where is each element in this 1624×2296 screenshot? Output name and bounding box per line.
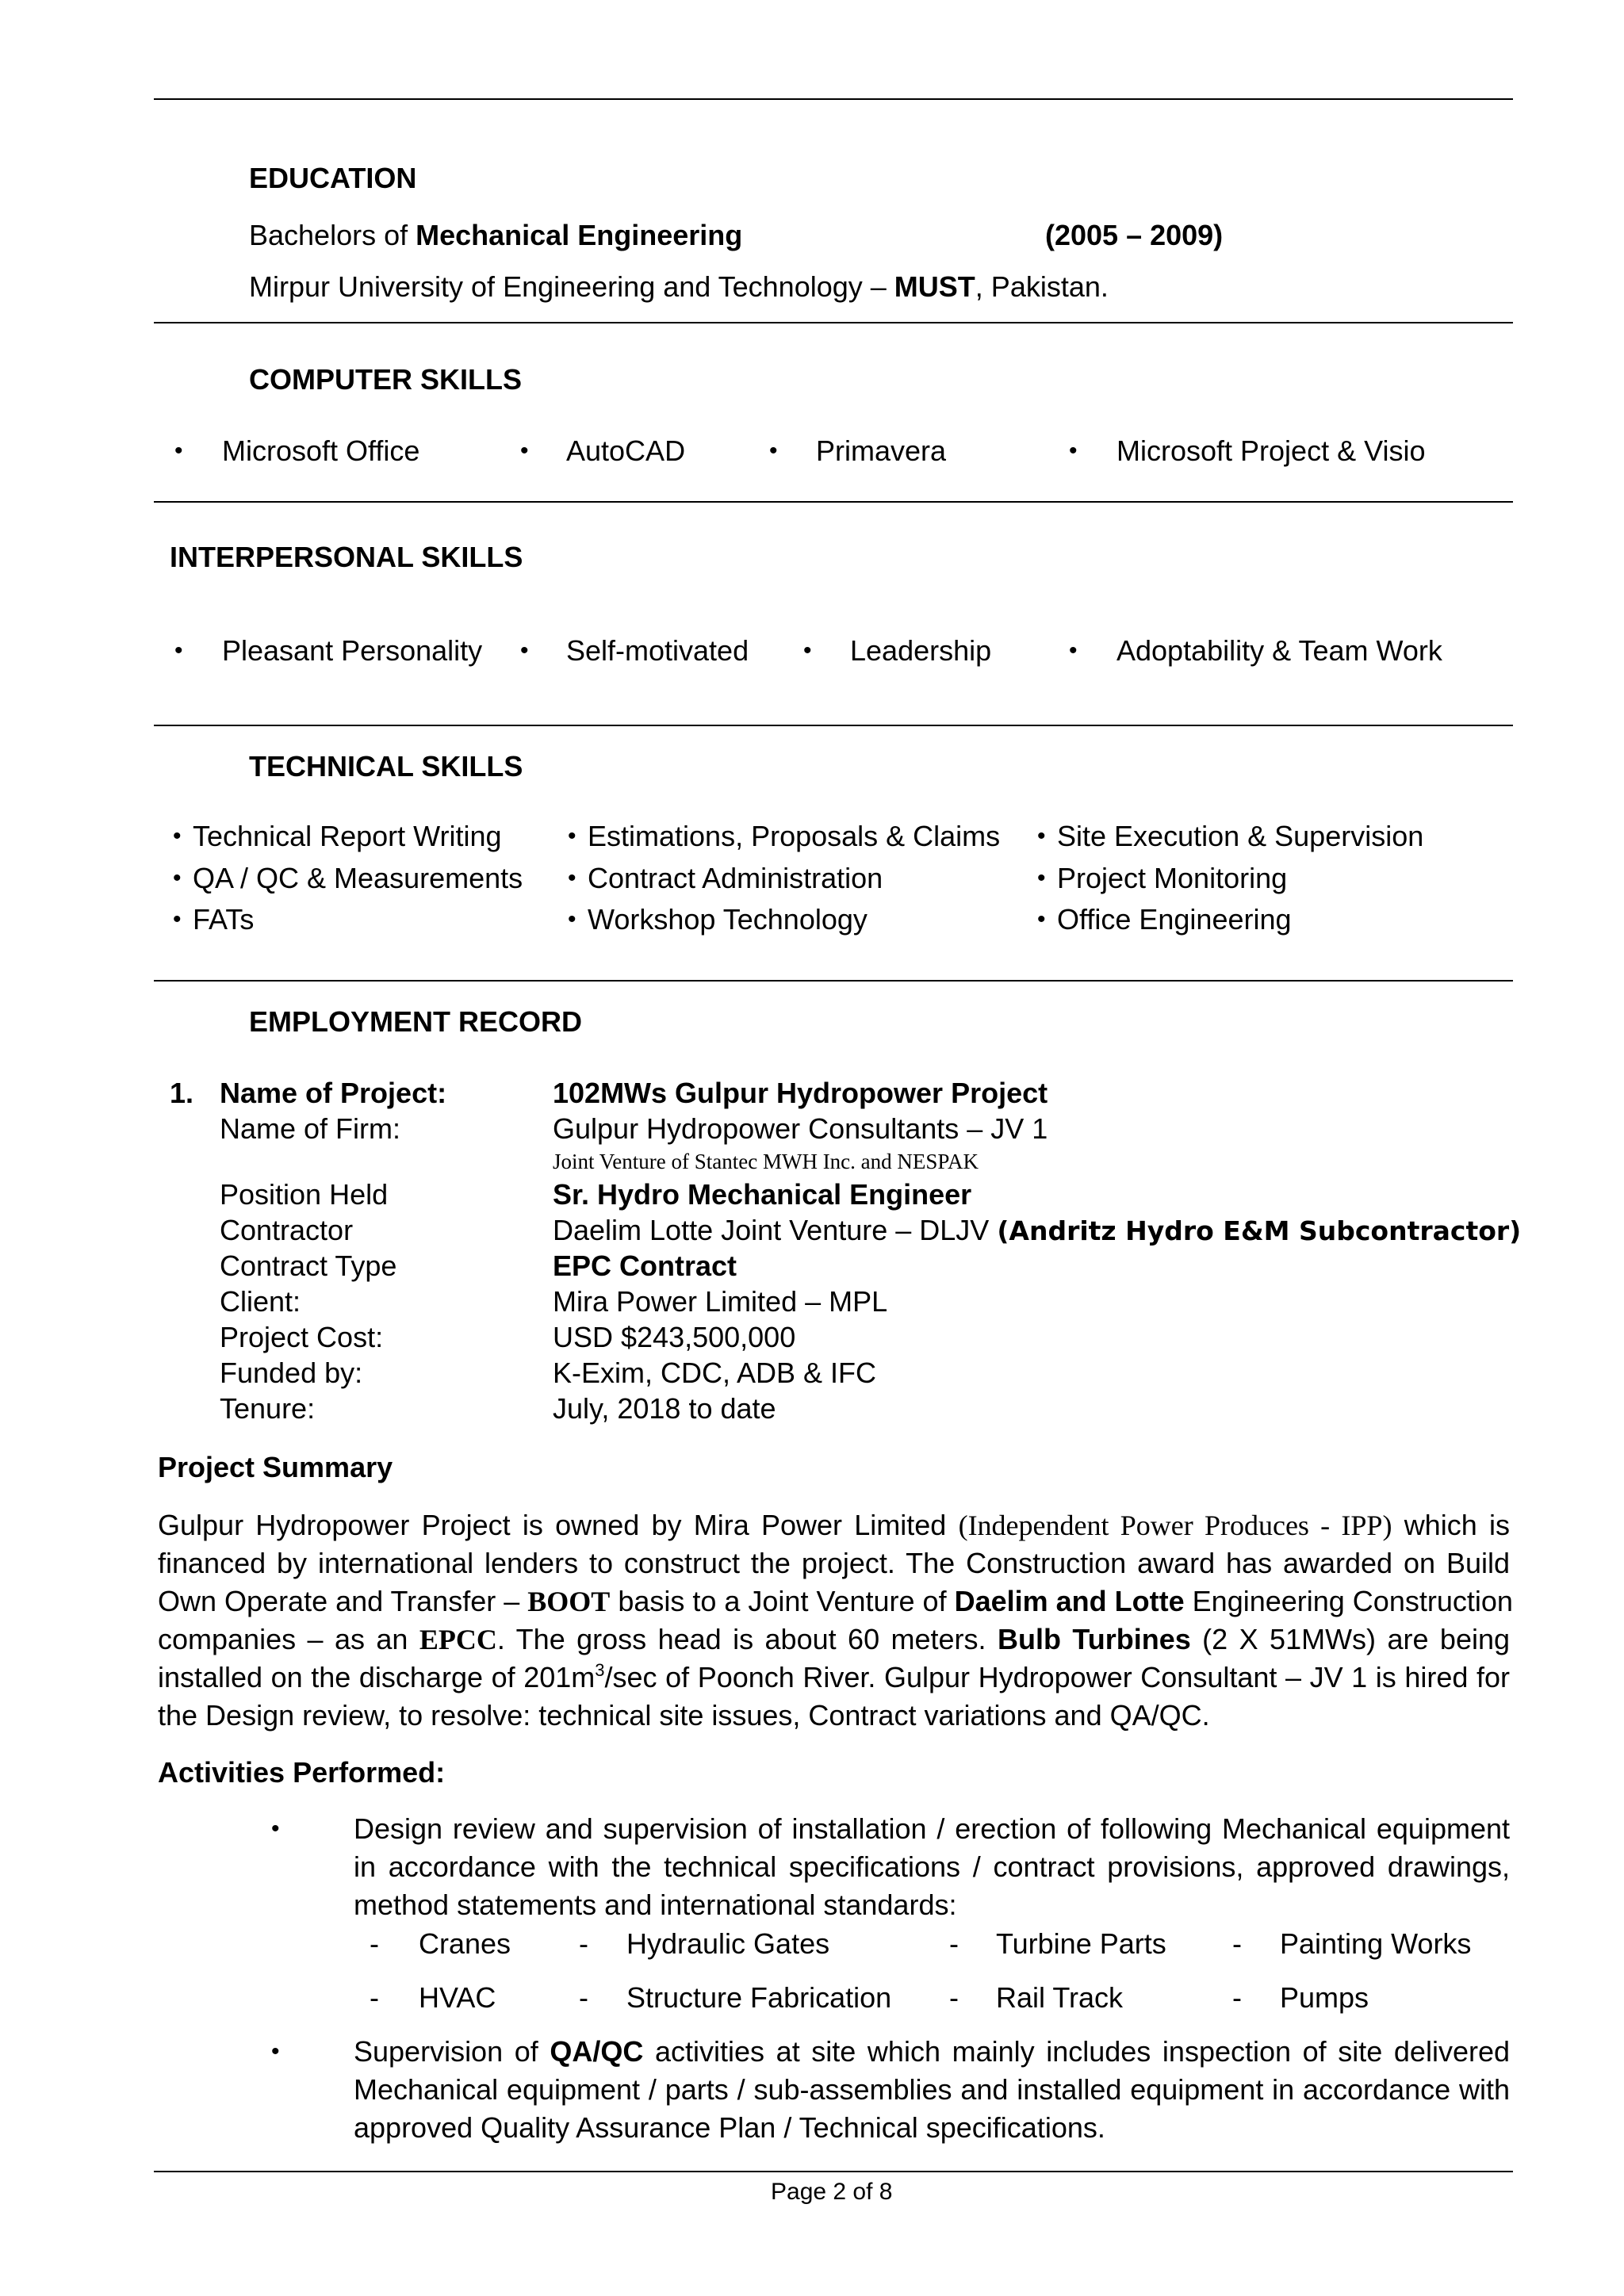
computer-skills-heading: COMPUTER SKILLS (249, 363, 523, 396)
technical-skills-heading: TECHNICAL SKILLS (249, 750, 523, 783)
bullet-icon: • (520, 438, 529, 464)
summary-line (158, 1509, 1510, 1542)
client-label: Client: (220, 1285, 301, 1318)
summary-text: (2 X 51MWs) are being (1202, 1623, 1511, 1655)
equipment-item: Hydraulic Gates (626, 1927, 830, 1960)
summary-text: EPCC (419, 1624, 497, 1655)
summary-text: /sec of Poonch River. Gulpur Hydropower Consultant – JV 1 is hired for (604, 1661, 1510, 1693)
superscript: 3 (595, 1660, 605, 1680)
divider (154, 2171, 1513, 2172)
bullet-icon: • (271, 2038, 280, 2064)
interpersonal-skill-item: Leadership (850, 634, 992, 667)
equipment-item: Rail Track (996, 1981, 1124, 2014)
page-number: Page 2 of 8 (771, 2179, 893, 2205)
position-value: Sr. Hydro Mechanical Engineer (553, 1178, 972, 1211)
education-heading: EDUCATION (249, 162, 417, 194)
divider (154, 98, 1513, 100)
bullet-icon: • (271, 1816, 280, 1842)
employment-heading: EMPLOYMENT RECORD (249, 1005, 583, 1038)
equipment-item: HVAC (419, 1981, 496, 2014)
divider (154, 980, 1513, 982)
bullet-icon: • (1037, 823, 1046, 849)
technical-skill-item: Project Monitoring (1057, 862, 1288, 894)
summary-text: . The gross head is about 60 meters. (496, 1623, 986, 1655)
degree-field: Mechanical Engineering (416, 219, 743, 251)
interpersonal-skill-item: Adoptability & Team Work (1116, 634, 1442, 667)
technical-skill-item: Office Engineering (1057, 903, 1292, 936)
summary-text: Daelim and Lotte (954, 1585, 1185, 1617)
dash-icon: - (1232, 1927, 1242, 1960)
dash-icon: - (949, 1981, 959, 2014)
divider (154, 501, 1513, 503)
funded-label: Funded by: (220, 1357, 363, 1389)
activity-text: QA/QC (550, 2035, 644, 2068)
position-label: Position Held (220, 1178, 389, 1211)
computer-skill-item: Primavera (816, 434, 947, 467)
activity-text: activities at site which mainly includes inspection of site delivered (655, 2035, 1510, 2068)
summary-text: the Design review, to resolve: technical site issues, Contract variations and QA/QC. (158, 1699, 1210, 1732)
summary-text: installed on the discharge of 201m (158, 1661, 596, 1693)
summary-line (158, 1699, 1210, 1732)
summary-text: Engineering Construction (1192, 1585, 1513, 1617)
tenure-label: Tenure: (220, 1392, 316, 1425)
activity-text: Mechanical equipment / parts / sub-assemblies and installed equipment in accordance with (354, 2073, 1510, 2106)
bullet-icon: • (568, 823, 576, 849)
firm-note: Joint Venture of Stantec MWH Inc. and NESPAK (553, 1150, 979, 1173)
cost-label: Project Cost: (220, 1321, 384, 1353)
client-value: Mira Power Limited – MPL (553, 1285, 888, 1318)
summary-line (158, 1585, 1513, 1618)
education-degree (249, 219, 742, 252)
summary-text: Bulb Turbines (997, 1623, 1191, 1655)
activities-heading: Activities Performed: (158, 1756, 446, 1789)
computer-skill-item: Microsoft Office (222, 434, 420, 467)
technical-skill-item: Workshop Technology (588, 903, 868, 936)
bullet-icon: • (1069, 637, 1078, 664)
bullet-icon: • (568, 906, 576, 932)
summary-text: Gulpur Hydropower Project is owned by Mira Power Limited (158, 1509, 947, 1541)
dash-icon: - (370, 1927, 379, 1960)
contractor-label: Contractor (220, 1214, 354, 1246)
activity-line (354, 2035, 1510, 2068)
contractor-name: Daelim Lotte Joint Venture – DLJV (553, 1214, 990, 1246)
activity-text: in accordance with the technical specifications / contract provisions, approved drawings, (354, 1850, 1510, 1883)
technical-skill-item: FATs (193, 903, 255, 936)
summary-text: Own Operate and Transfer – (158, 1585, 520, 1617)
cost-value: USD $243,500,000 (553, 1321, 796, 1353)
bullet-icon: • (803, 637, 812, 664)
equipment-item: Structure Fabrication (626, 1981, 892, 2014)
summary-text: basis to a Joint Venture of (618, 1585, 947, 1617)
bullet-icon: • (174, 438, 183, 464)
interpersonal-skill-item: Pleasant Personality (222, 634, 483, 667)
divider (154, 322, 1513, 323)
technical-skill-item: Technical Report Writing (193, 820, 502, 852)
summary-line (158, 1661, 1510, 1694)
contract-type-value: EPC Contract (553, 1249, 737, 1282)
dash-icon: - (579, 1981, 588, 2014)
interpersonal-skills-heading: INTERPERSONAL SKILLS (170, 541, 523, 573)
activity-text: Design review and supervision of installation / erection of following Mechanical equipment (354, 1812, 1510, 1845)
bullet-icon: • (173, 823, 182, 849)
university-name: Mirpur University of Engineering and Technology – (249, 270, 887, 303)
university-abbr: MUST (894, 270, 975, 303)
computer-skill-item: Microsoft Project & Visio (1116, 434, 1426, 467)
bullet-icon: • (173, 865, 182, 891)
interpersonal-skill-item: Self-motivated (566, 634, 749, 667)
education-years: (2005 – 2009) (1045, 219, 1224, 251)
education-university (249, 270, 1109, 304)
activity-line (354, 1812, 1510, 1846)
technical-skill-item: Site Execution & Supervision (1057, 820, 1424, 852)
summary-heading: Project Summary (158, 1451, 393, 1483)
degree-prefix: Bachelors of (249, 219, 408, 251)
firm-label: Name of Firm: (220, 1112, 401, 1145)
activity-line: method statements and international standards: (354, 1888, 957, 1921)
divider (154, 725, 1513, 726)
summary-text: which is (1404, 1509, 1510, 1541)
bullet-icon: • (174, 637, 183, 664)
bullet-icon: • (1037, 865, 1046, 891)
contractor-note: (Andritz Hydro E&M Subcontractor) (997, 1215, 1522, 1246)
firm-value: Gulpur Hydropower Consultants – JV 1 (553, 1112, 1048, 1145)
bullet-icon: • (520, 637, 529, 664)
equipment-item: Pumps (1280, 1981, 1369, 2014)
technical-skill-item: Estimations, Proposals & Claims (588, 820, 1001, 852)
summary-line (158, 1547, 1510, 1580)
bullet-icon: • (173, 906, 182, 932)
summary-text: (Independent Power Produces - IPP) (958, 1510, 1392, 1541)
contractor-value (553, 1214, 1521, 1247)
bullet-icon: • (1069, 438, 1078, 464)
activity-line: approved Quality Assurance Plan / Technical specifications. (354, 2111, 1105, 2144)
project-label: Name of Project: (220, 1077, 447, 1109)
technical-skill-item: Contract Administration (588, 862, 883, 894)
summary-text: BOOT (527, 1586, 611, 1617)
project-value: 102MWs Gulpur Hydropower Project (553, 1077, 1048, 1109)
dash-icon: - (1232, 1981, 1242, 2014)
bullet-icon: • (1037, 906, 1046, 932)
tenure-value: July, 2018 to date (553, 1392, 776, 1425)
equipment-item: Cranes (419, 1927, 511, 1960)
dash-icon: - (949, 1927, 959, 1960)
university-country: , Pakistan. (975, 270, 1109, 303)
employment-number: 1. (170, 1077, 194, 1109)
equipment-item: Painting Works (1280, 1927, 1472, 1960)
summary-line (158, 1623, 1510, 1656)
summary-text: financed by international lenders to construct the project. The Construction award has awarded on Build (158, 1547, 1510, 1579)
activity-line (354, 1850, 1510, 1884)
bullet-icon: • (769, 438, 778, 464)
dash-icon: - (370, 1981, 379, 2014)
equipment-item: Turbine Parts (996, 1927, 1166, 1960)
activity-line (354, 2073, 1510, 2107)
contract-type-label: Contract Type (220, 1249, 397, 1282)
summary-text: companies – as an (158, 1623, 408, 1655)
technical-skill-item: QA / QC & Measurements (193, 862, 523, 894)
funded-value: K-Exim, CDC, ADB & IFC (553, 1357, 877, 1389)
dash-icon: - (579, 1927, 588, 1960)
computer-skill-item: AutoCAD (566, 434, 686, 467)
bullet-icon: • (568, 865, 576, 891)
activity-text: Supervision of (354, 2035, 538, 2068)
